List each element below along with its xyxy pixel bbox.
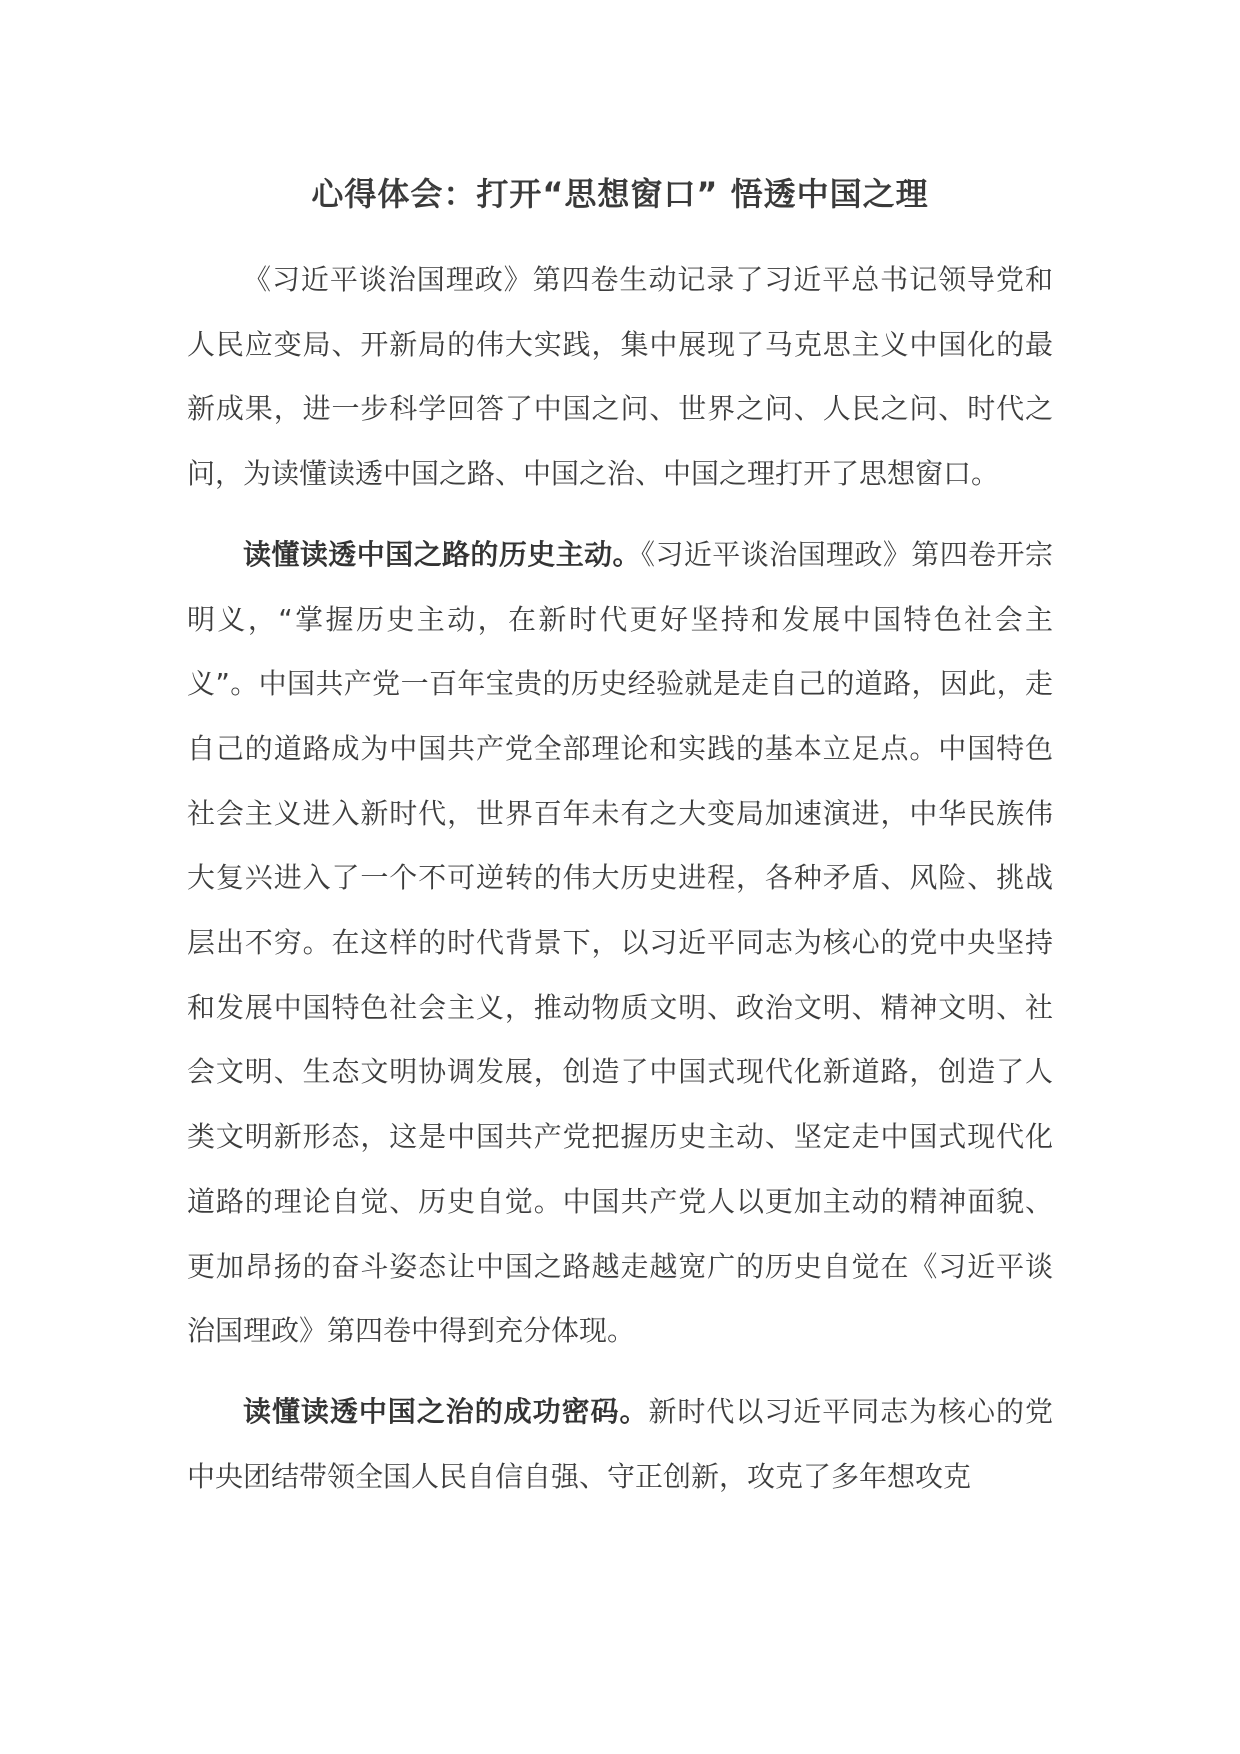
paragraph-lead: 读懂读透中国之治的成功密码。 (243, 1394, 649, 1428)
paragraph-china-governance (187, 1380, 1053, 1509)
paragraph-intro (187, 248, 1053, 507)
paragraph-text: 《习近平谈治国理政》第四卷生动记录了习近平总书记领导党和人民应变局、开新局的伟大实践，集中展现了马克思主义中国化的最新成果，进一步科学回答了中国之问、世界之问、人民之问、时代之问，为读懂读透中国之路、中国之治、中国之理打开了思想窗口。 (187, 263, 1053, 491)
paragraph-china-road (187, 523, 1053, 1364)
document-body (187, 248, 1053, 1525)
document-title: 心得体会：打开“思想窗口” 悟透中国之理 (311, 175, 929, 213)
paragraph-lead: 读懂读透中国之路的历史主动。 (243, 537, 641, 571)
paragraph-text: 新时代以习近平同志为核心的党中央团结带领全国人民自信自强、守正创新，攻克了多年想攻克 (187, 1394, 1053, 1493)
paragraph-text: 《习近平谈治国理政》第四卷开宗明义，“掌握历史主动，在新时代更好坚持和发展中国特色社会主义”。中国共产党一百年宝贵的历史经验就是走自己的道路，因此，走自己的道路成为中国共产党全部理论和实践的基本立足点。中国特色社会主义进入新时代，世界百年未有之大变局加速演进，中华民族伟大复兴进入了一个不可逆转的伟大历史进程，各种矛盾、风险、挑战层出不穷。在这样的时代背景下，以习近平同志为核心的党中央坚持和发展中国特色社会主义，推动物质文明、政治文明、精神文明、社会文明、生态文明协调发展，创造了中国式现代化新道路，创造了人类文明新形态，这是中国共产党把握历史主动、坚定走中国式现代化道路的理论自觉、历史自觉。中国共产党人以更加主动的精神面貌、更加昂扬的奋斗姿态让中国之路越走越宽广的历史自觉在《习近平谈治国理政》第四卷中得到充分体现。 (187, 537, 1053, 1348)
